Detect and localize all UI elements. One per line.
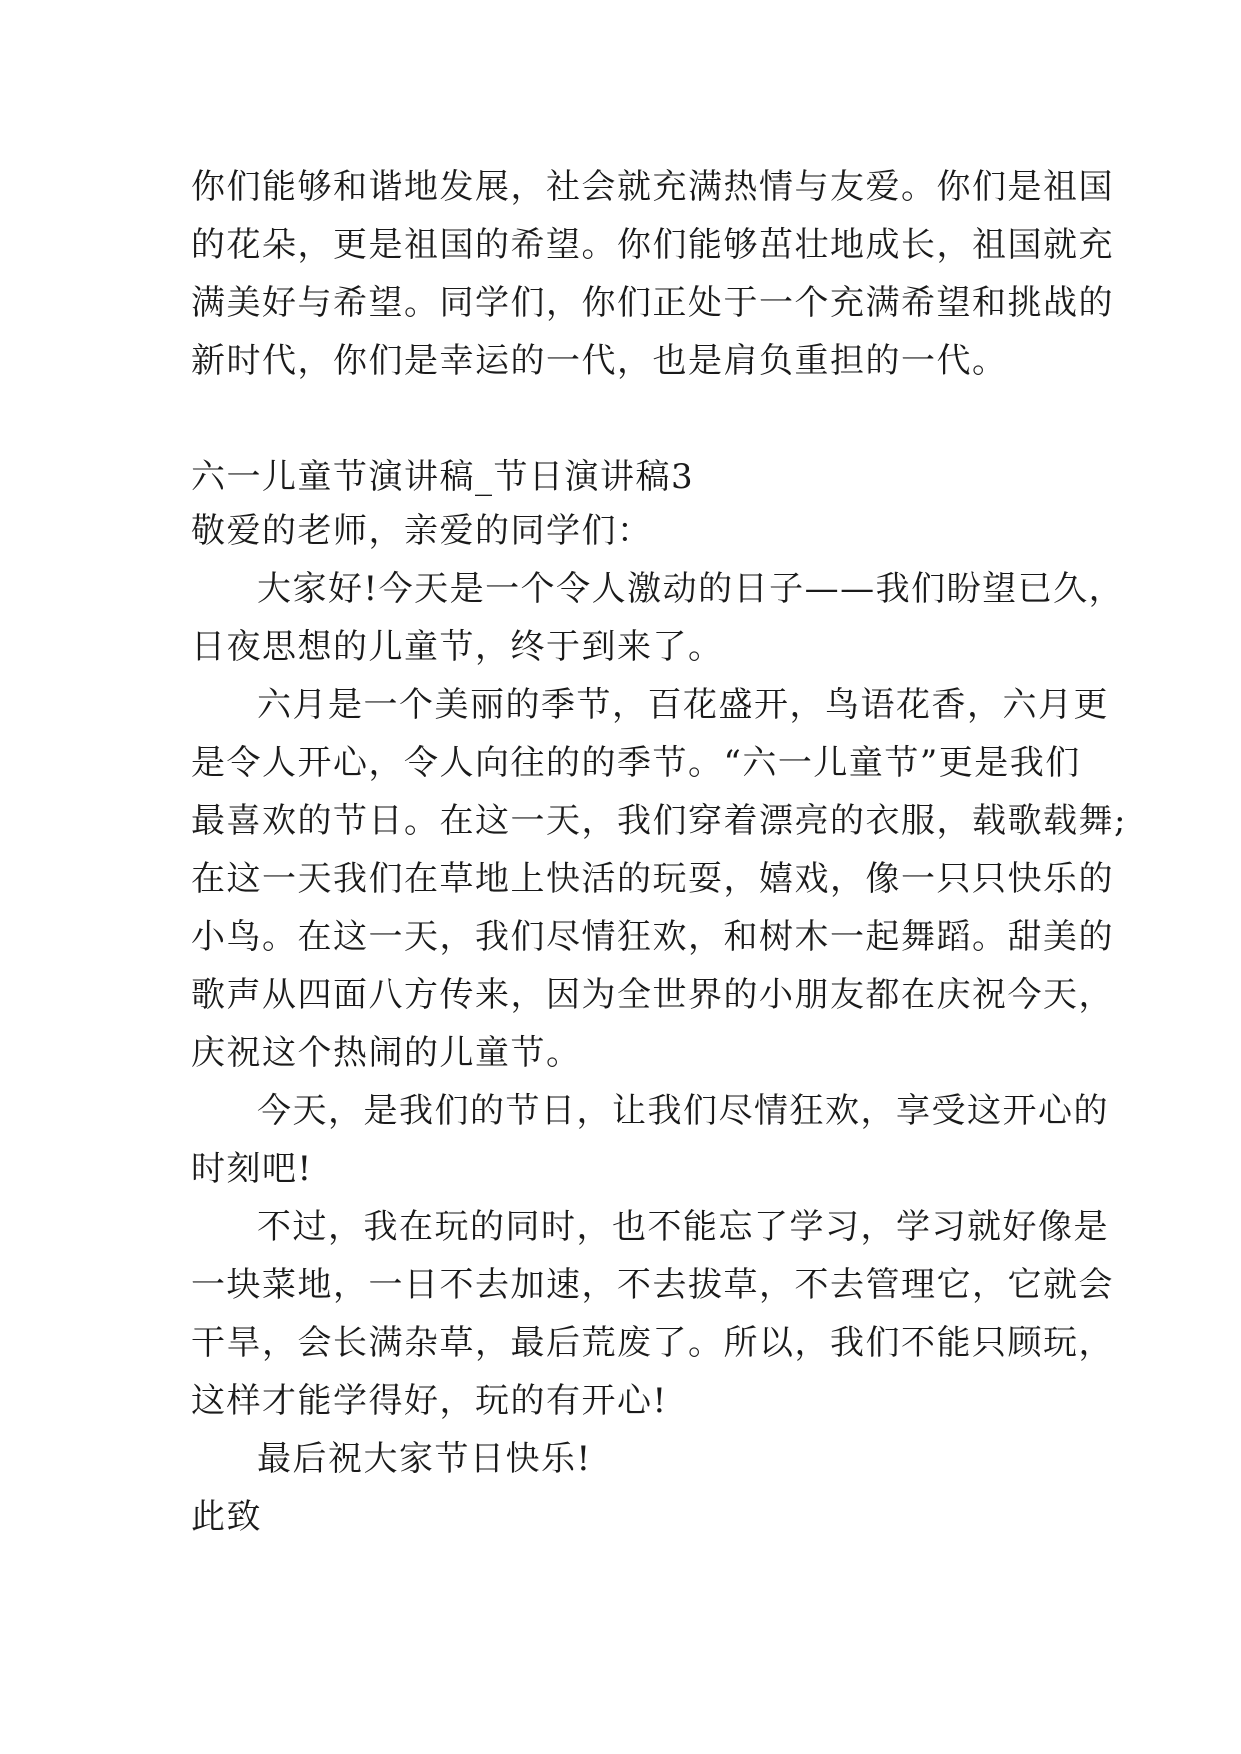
text-line: 干旱，会长满杂草，最后荒废了。所以，我们不能只顾玩， <box>191 1323 1114 1363</box>
text-line: 新时代，你们是幸运的一代，也是肩负重担的一代。 <box>191 341 1008 381</box>
speech-paragraph <box>191 1082 1109 1198</box>
text-line: 小鸟。在这一天，我们尽情狂欢，和树木一起舞蹈。甜美的 <box>191 917 1114 957</box>
text-line: 时刻吧! <box>191 1149 313 1189</box>
text-line: 大家好!今天是一个令人激动的日子——我们盼望已久， <box>257 569 1125 609</box>
speech-section <box>191 452 1127 1546</box>
text-line: 你们能够和谐地发展，社会就充满热情与友爱。你们是祖国 <box>191 167 1114 207</box>
speech-paragraph <box>191 560 1125 676</box>
text-line: 最喜欢的节日。在这一天，我们穿着漂亮的衣服，载歌载舞; <box>191 801 1127 841</box>
text-line: 是令人开心，令人向往的的季节。“六一儿童节”更是我们 <box>191 743 1081 783</box>
text-line: 满美好与希望。同学们，你们正处于一个充满希望和挑战的 <box>191 283 1114 323</box>
text-line: 今天，是我们的节日，让我们尽情狂欢，享受这开心的 <box>257 1091 1109 1131</box>
text-line: 这样才能学得好，玩的有开心! <box>191 1381 668 1421</box>
text-line: 庆祝这个热闹的儿童节。 <box>191 1033 582 1073</box>
text-line: 在这一天我们在草地上快活的玩耍，嬉戏，像一只只快乐的 <box>191 859 1114 899</box>
speech-salutation: 敬爱的老师，亲爱的同学们： <box>191 511 653 551</box>
speech-title: 六一儿童节演讲稿_节日演讲稿3 <box>191 457 695 497</box>
text-line: 最后祝大家节日快乐! <box>257 1439 592 1479</box>
speech-paragraph <box>191 1430 1061 1488</box>
text-line: 六月是一个美丽的季节，百花盛开，鸟语花香，六月更 <box>257 685 1109 725</box>
speech-paragraph <box>191 676 1127 1082</box>
text-line: 的花朵，更是祖国的希望。你们能够茁壮地成长，祖国就充 <box>191 225 1114 265</box>
text-line: 歌声从四面八方传来，因为全世界的小朋友都在庆祝今天， <box>191 975 1114 1015</box>
speech-closing: 此致 <box>191 1497 262 1537</box>
speech-paragraph <box>191 1198 1114 1430</box>
text-line: 一块菜地，一日不去加速，不去拔草，不去管理它，它就会 <box>191 1265 1114 1305</box>
text-line: 日夜思想的儿童节，终于到来了。 <box>191 627 724 667</box>
intro-paragraph <box>191 158 1114 390</box>
text-line: 不过，我在玩的同时，也不能忘了学习，学习就好像是 <box>257 1207 1109 1247</box>
